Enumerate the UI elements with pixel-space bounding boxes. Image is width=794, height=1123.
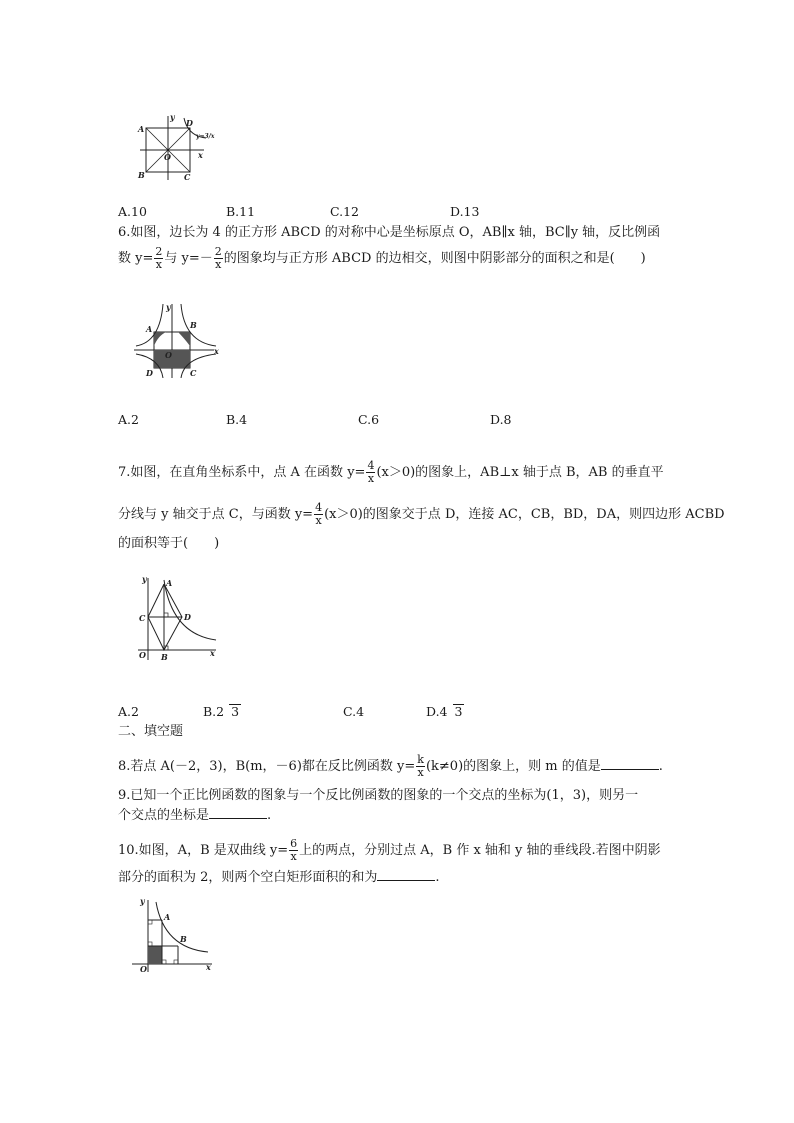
q10-label-O: O	[140, 964, 147, 974]
q10-text-b: 上的两点，分别过点 A，B 作 x 轴和 y 轴的垂线段.若图中阴影	[299, 843, 661, 858]
q7-text-a: 7.如图，在直角坐标系中，点 A 在函数 y=	[118, 465, 366, 480]
q9-line-2	[118, 806, 271, 826]
q5-label-x: x	[198, 150, 203, 160]
q10-text-c: 部分的面积为 2，则两个空白矩形面积的和为	[118, 870, 378, 885]
q6-label-y: y	[166, 302, 171, 312]
q6-option-b: B.4	[226, 412, 248, 427]
q7-label-C: C	[139, 613, 146, 623]
q6-label-A: A	[146, 324, 153, 334]
q5-label-fn: y=3/x	[196, 133, 215, 140]
q6-label-O: O	[165, 350, 172, 360]
q8-f-den: x	[417, 766, 424, 779]
q7-option-a: A.2	[118, 704, 139, 719]
q7-f2-num: 4	[315, 501, 323, 514]
q6-figure	[132, 302, 222, 378]
q7-option-d-sqrt-val: 3	[454, 704, 463, 719]
q5-label-O: O	[164, 152, 171, 162]
q9-text-b: .	[267, 808, 272, 823]
q6-text-a: 数 y=	[118, 251, 154, 266]
q6-f1-den: x	[155, 258, 162, 271]
q8-f-num: k	[417, 753, 424, 766]
q5-option-c: C.12	[330, 204, 359, 219]
q7-label-A: A	[166, 578, 173, 588]
q6-f2-num: 2	[214, 245, 222, 258]
q7-text-c: 分线与 y 轴交于点 C，与函数 y=	[118, 507, 314, 522]
q7-text-b: (x＞0)的图象上，AB⊥x 轴于点 B，AB 的垂直平	[376, 465, 664, 480]
q7-label-O: O	[139, 650, 146, 660]
q9-answer-blank[interactable]	[209, 806, 267, 819]
q10-line-1	[118, 838, 661, 863]
q10-label-B: B	[180, 934, 187, 944]
q9-text-a: 个交点的坐标是	[118, 808, 210, 823]
q6-label-C: C	[190, 368, 197, 378]
q10-text-d: .	[435, 870, 440, 885]
section-fill-in-blank: 二、填空题	[118, 724, 184, 739]
q10-label-y: y	[140, 896, 145, 906]
q7-line-1	[118, 460, 664, 485]
q7-f1-den: x	[367, 472, 375, 485]
q9-line-1: 9.已知一个正比例函数的图象与一个反比例函数的图象的一个交点的坐标为(1，3)，则另一	[118, 788, 639, 803]
q7-f1-num: 4	[367, 459, 375, 472]
q5-label-A: A	[138, 124, 145, 134]
q10-text-a: 10.如图，A，B 是双曲线 y=	[118, 843, 289, 858]
q10-label-x: x	[206, 962, 211, 972]
q8-line	[118, 754, 663, 779]
q6-f1-num: 2	[155, 245, 163, 258]
q5-option-d: D.13	[450, 204, 480, 219]
q10-label-A: A	[164, 912, 171, 922]
q5-label-B: B	[138, 170, 145, 180]
q10-answer-blank[interactable]	[377, 868, 435, 881]
q6-fraction-1	[154, 246, 163, 271]
q7-fraction-2	[314, 502, 323, 527]
q7-figure	[130, 574, 220, 662]
q7-f2-den: x	[315, 514, 322, 527]
q6-option-c: C.6	[358, 412, 380, 427]
q10-line-2	[118, 868, 440, 888]
q7-option-b-sqrt-val: 3	[231, 704, 240, 719]
q8-answer-blank[interactable]	[601, 757, 659, 770]
q8-text-a: 8.若点 A(－2，3)，B(m，－6)都在反比例函数 y=	[118, 759, 416, 774]
q6-line-2	[118, 246, 646, 271]
q7-label-y: y	[142, 574, 147, 584]
q5-label-C: C	[184, 172, 191, 182]
q7-option-c: C.4	[343, 704, 365, 719]
q6-fraction-2	[214, 246, 223, 271]
q6-label-x: x	[214, 346, 219, 356]
q8-fraction	[416, 754, 425, 779]
q7-label-B: B	[161, 652, 168, 662]
q7-label-x: x	[210, 648, 215, 658]
q7-option-b	[203, 704, 241, 719]
q7-option-d-text: D.4	[426, 704, 448, 719]
q5-option-b: B.11	[226, 204, 256, 219]
q7-line-2	[118, 502, 725, 527]
q7-line-3: 的面积等于( )	[118, 536, 220, 551]
q5-label-y: y	[170, 112, 175, 122]
q8-text-b: (k≠0)的图象上，则 m 的值是	[425, 759, 601, 774]
q7-option-d-sqrt	[453, 704, 465, 718]
q7-label-D: D	[184, 612, 191, 622]
q6-option-a: A.2	[118, 412, 139, 427]
q7-option-d	[426, 704, 464, 719]
q10-f-num: 6	[290, 837, 298, 850]
q5-figure	[132, 112, 222, 184]
q6-label-D: D	[146, 368, 153, 378]
q7-fraction-1	[366, 460, 375, 485]
q6-text-b: 与 y=－	[164, 251, 213, 266]
q6-f2-den: x	[215, 258, 222, 271]
q10-figure	[130, 896, 220, 976]
q6-label-B: B	[190, 320, 197, 330]
q6-text-c: 的图象均与正方形 ABCD 的边相交，则图中阴影部分的面积之和是( )	[223, 251, 646, 266]
q5-option-a: A.10	[118, 204, 147, 219]
q7-option-b-text: B.2	[203, 704, 225, 719]
q5-label-D: D	[186, 118, 193, 128]
q6-option-d: D.8	[490, 412, 512, 427]
q6-line-1: 6.如图，边长为 4 的正方形 ABCD 的对称中心是坐标原点 O，AB∥x 轴，BC∥y 轴，反比例函	[118, 225, 661, 240]
q10-f-den: x	[290, 850, 297, 863]
q8-text-c: .	[658, 759, 663, 774]
q7-option-b-sqrt	[229, 704, 241, 718]
q10-fraction	[289, 838, 298, 863]
q7-text-d: (x＞0)的图象交于点 D，连接 AC，CB，BD，DA，则四边形 ACBD	[324, 507, 725, 522]
